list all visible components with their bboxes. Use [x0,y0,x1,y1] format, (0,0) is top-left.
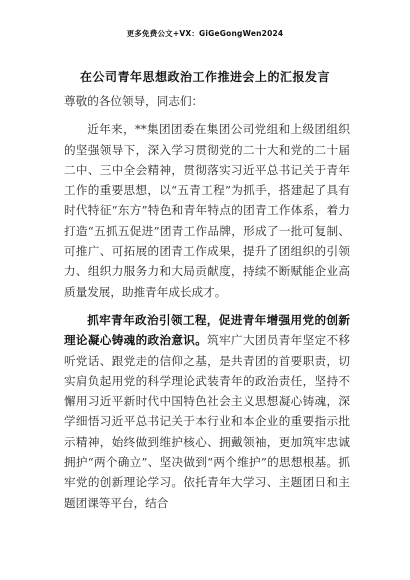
paragraph-2-lead: 抓牢青年政治引领工程，促进青年增强用党的创新理论凝心铸魂的政治意识。 [64,312,350,348]
paragraph-1: 近年来，**集团团委在集团公司党组和上级团组织的坚强领导下，深入学习贯彻党的二十大和党的二十届二中、三中全会精神，贯彻落实习近平总书记关于青年工作的重要思想，以“五青工程”为抓手，搭建起了具有时代特征“东方”特色和青年特点的团青工作体系，着力打造“五抓五促进”团青工作品牌，形成了一批可复制、可推广、可拓展的团青工作成果，提升了团组织的引领力、组织力服务力和大局贡献度，持续不断赋能企业高质量发展，助推青年成长成才。 [64,122,350,299]
document-title: 在公司青年思想政治工作推进会上的汇报发言 [79,70,330,84]
salutation: 尊敬的各位领导，同志们： [64,94,204,108]
paragraph-2 [64,310,350,513]
header-note: 更多免费公文+VX：GiGeGongWen2024 [126,29,284,38]
paragraph-2-body: 筑牢广大团员青年坚定不移听党话、跟党走的信仰之基，是共青团的首要职责，切实肩负起用党的科学理论武装青年的政治责任，坚持不懈用习近平新时代中国特色社会主义思想凝心铸魂，深学细悟习近平总书记关于本行业和本企业的重要指示批示精神，始终做到维护核心、拥戴领袖，更加筑牢忠诚拥护“两个确立”、坚决做到“两个维护”的思想根基。抓牢党的创新理论学习。依托青年大学习、主题团日和主题团课等平台，结合 [64,333,350,510]
document-body [64,91,350,513]
